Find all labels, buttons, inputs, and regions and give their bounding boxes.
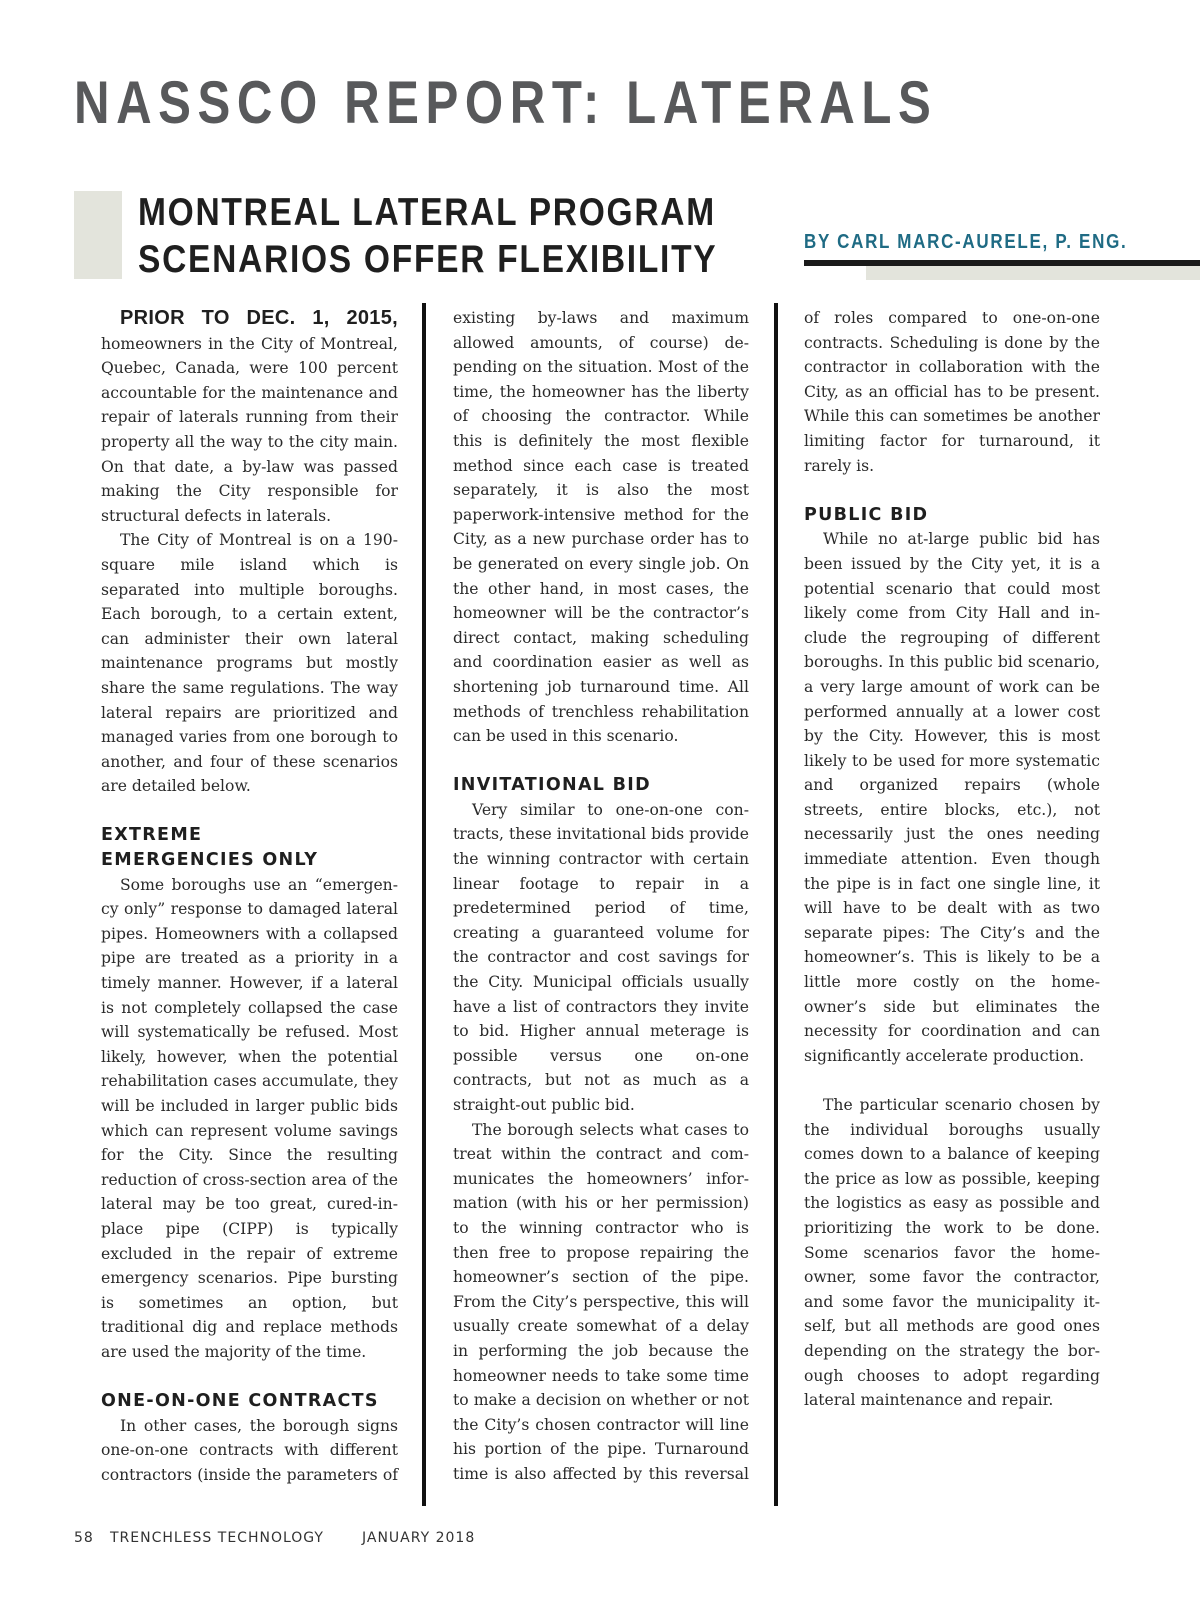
heading-extreme-emergencies: EXTREME EMERGENCIES ONLY [101,825,319,871]
column-divider-2 [774,303,778,1506]
column-divider-1 [422,303,426,1506]
body-paragraph: The borough selects what cases to treat within the contract and communicates the homeowners’ information (with his or her permission) to the winning contractor who is then free to propose repairing the homeowner’s section of the pipe. From the City’s perspective, this will usually create somewhat of a delay in performing the job because the homeowner needs to take some time to make a decision on whether or not the City’s chosen contractor will line his portion of the pipe. Turnaround time is also affected by this reversal [453,1120,749,1483]
page-number: 58 [74,1530,94,1546]
article-title-line2: SCENARIOS OFFER FLEXIBILITY [138,238,718,281]
section-title: NASSCO REPORT: LATERALS [74,69,938,136]
page-footer [74,1530,475,1546]
article-column-1 [101,306,398,1506]
body-paragraph-continued: of roles compared to one-on-one contracts. Scheduling is done by the contractor in collaboration with the City, as an official has to be present. While this can sometimes be another limiting factor for turnaround, it rarely is. [804,309,1100,475]
body-paragraph: The particular scenario chosen by the individual boroughs usually comes down to a balance of keeping the price as low as possible, keeping the logistics as easy as possible and prioritizing the work to be done. Some scenarios favor the homeowner, some favor the contractor, and some favor the municipality itself, but all methods are good ones depending on the strategy the borough chooses to adopt regarding lateral maintenance and repair. [804,1096,1100,1410]
body-paragraph: In other cases, the borough signs one-on-one contracts with different contractors (inside the parameters of [101,1416,398,1484]
article-title-line1: MONTREAL LATERAL PROGRAM [138,191,716,234]
heading-invitational-bid: INVITATIONAL BID [453,775,651,796]
body-paragraph: While no at-large public bid has been issued by the City yet, it is a potential scenario that could most likely come from City Hall and include the regrouping of different boroughs. In this public bid scenario, a very large amount of work can be performed annually at a lower cost by the City. However, this is most likely to be used for more systematic and organized repairs (whole streets, entire blocks, etc.), not necessarily just the ones needing immediate attention. Even though the pipe is in fact one single line, it will have to be dealt with as two separate pipes: The City’s and the homeowner’s. This is likely to be a little more costly on the homeowner’s side but eliminates the necessity for coordination and can significantly accelerate production. [804,530,1100,1065]
body-paragraph: Some boroughs use an “emergency only” response to damaged lateral pipes. Homeowners with a collapsed pipe are treated as a priority in a timely manner. However, if a lateral is not completely collapsed the case will systematically be refused. Most likely, however, when the potential rehabilitation cases accumulate, they will be included in larger public bids which can represent volume savings for the City. Since the resulting reduction of cross-section area of the lateral may be too great, cured-in-place pipe (CIPP) is typically excluded in the repair of extreme emergency scenarios. Pipe bursting is sometimes an option, but traditional dig and replace methods are used the majority of the time. [101,875,398,1361]
byline-rule-accent [866,266,1200,280]
body-paragraph: Very similar to one-on-one contracts, these invitational bids provide the winning contractor with certain linear footage to repair in a predetermined period of time, creating a guaranteed volume for the contractor and cost savings for the City. Municipal officials usually have a list of contractors they invite to bid. Higher annual meterage is possible versus one on-one contracts, but not as much as a straight-out public bid. [453,800,749,1114]
body-paragraph: The City of Montreal is on a 190-square mile island which is separated into multiple boroughs. Each borough, to a certain extent, can administer their own lateral maintenance programs but mostly share the same regulations. The way lateral repairs are prioritized and managed varies from one borough to another, and four of these scenarios are detailed below. [101,531,398,796]
issue-date: JANUARY 2018 [362,1530,476,1546]
article-title [138,189,717,283]
heading-one-on-one-contracts: ONE-ON-ONE CONTRACTS [101,1391,379,1412]
intro-text: homeowners in the City of Montreal, Quebec, Canada, were 100 percent accountable for the maintenance and repair of laterals running from their property all the way to the city main. On that date, a by-law was passed making the City responsible for structural defects in laterals. [101,334,398,525]
article-column-3 [804,306,1100,1506]
lead-in: PRIOR TO DEC. 1, 2015, [120,307,398,329]
body-paragraph-continued: existing by-laws and maximum allowed amounts, of course) depending on the situation. Most of the time, the homeowner has the liberty of choosing the contractor. While this is definitely the most flexible method since each case is treated separately, it is also the most paperwork-intensive method for the City, as a new purchase order has to be generated on every single job. On the other hand, in most cases, the homeowner will be the contractor’s direct contact, making scheduling and coordination easier as well as shortening job turnaround time. All methods of trenchless rehabilitation can be used in this scenario. [453,309,749,746]
heading-public-bid: PUBLIC BID [804,504,929,525]
intro-paragraph [101,306,398,528]
title-accent-block [74,191,122,279]
publication-name: TRENCHLESS TECHNOLOGY [110,1530,324,1546]
byline: BY CARL MARC-AURELE, P. ENG. [804,231,1128,253]
article-column-2 [453,306,749,1506]
